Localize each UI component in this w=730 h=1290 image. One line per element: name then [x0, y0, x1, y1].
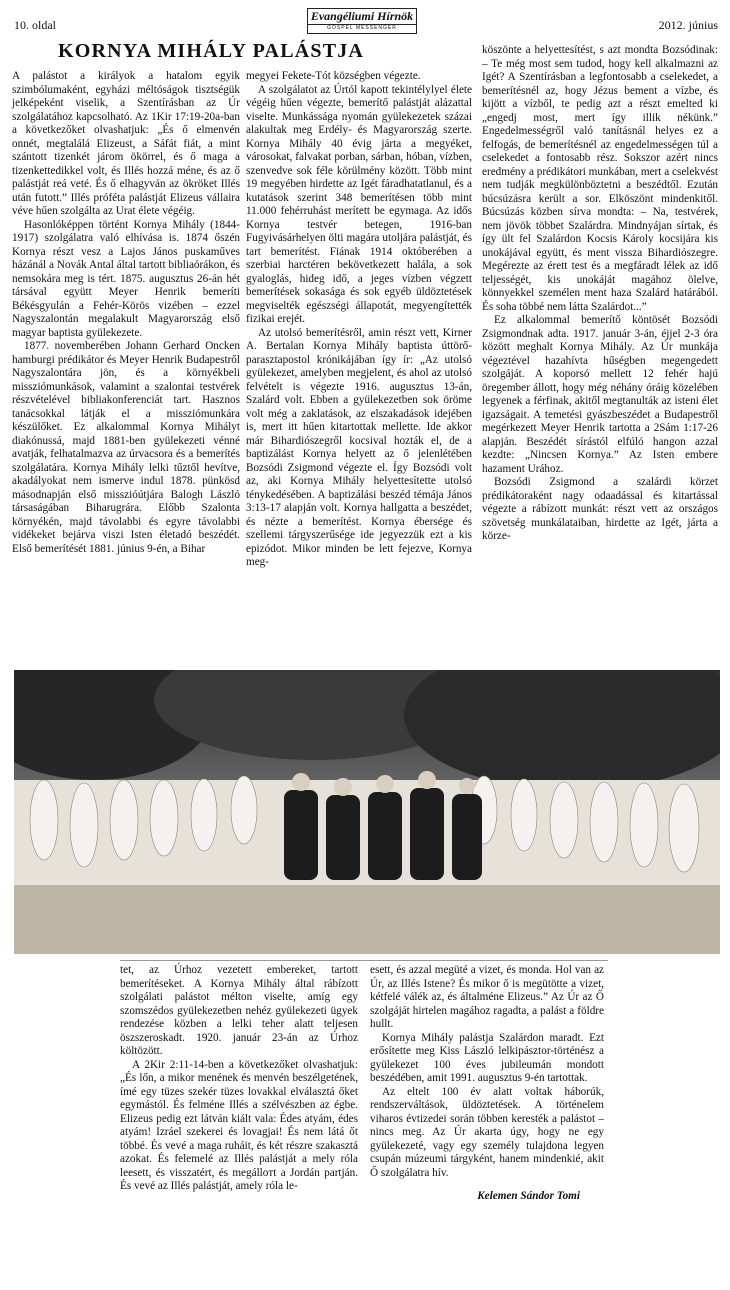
divider — [120, 960, 608, 961]
page-header — [0, 8, 730, 38]
paragraph: A 2Kir 2:11-14-ben a következőket olvashatjuk: „És lőn, a mikor menének és menvén beszélgetének, ímé egy tüzes szekér tüzes lovakkal elválasztá őket egymástól. És felméne Illés a szélvészben az égbe. Elizeus pedig ezt látván kiált vala: Édes atyám, édes atyám! Izráel szekerei és lovagjai! És nem látá őt többé. És vevé a maga ruháit, és két részre szakasztá azokat. És felemelé az Illés palástját a mely róla leesett, és visszatért, és megálloтt a Jordán partján. És vevé az Illés palástját, amely róla le- — [120, 1058, 358, 1192]
paragraph: Bozsódi Zsigmond a szalárdi körzet prédikátoraként nagy odaadással és kitartással végezte a rábízott munkát: részt vett az országos szövetség munkálataiban, hirdette az Igét, járta a körze- — [482, 476, 718, 542]
page-number: 10. oldal — [14, 18, 56, 32]
paragraph: tet, az Úrhoz vezetett embereket, tartott bemerítéseket. A Kornya Mihály által rábízott szolgálati palástot mélton viselte, amíg egy szomszédos gyülekezetben nehéz gyülekezeti ügyek rendezése közben a lelki teher alatt teljesen öszszeroskadt. 1920. január 23-án az Úrhoz költözött. — [120, 964, 358, 1057]
column-1 — [12, 70, 240, 556]
paragraph: A szolgálatot az Úrtól kapott tekintélylyel élete végéig hűen végezte, bemerítő palástját alázattal viselte. Munkássága nyomán gyülekezetek százai alakultak meg Erdély- és Magyarország szerte. Kornya Mihály 40 évig járta a megyéket, városokat, falvakat porban, sárban, hóban, vízben, szenvedve sok féle körülmény között. Több mint 19 megyében hirdette az Igét fáradhatatlanul, és a kutatások szerint 348 bemerítésen több mint 11.000 fehérruhást merített be egymaga. Az idős Kornya testvér betegen, 1916-ban Fugyivásárhelyen ölti magára utoljára palástját, és tart bemerítést. Fiának 1914 októberében a szerbiai harctéren bekövetkezett halála, a sok gyaloglás, hideg idő, a jeges vízben végzett bemerítések sokasága és sok egyéb üldöztetések megviselték egészségi állapotát, megyengítették fizikai erejét. — [246, 83, 472, 325]
paragraph: megyei Fekete-Tót községben végezte. — [246, 70, 421, 82]
historical-group-photo — [14, 670, 720, 954]
column-4 — [120, 964, 358, 1194]
paragraph: Ez alkalommal bemerítő köntösét Bozsódi Zsigmondnak adta. 1917. január 3-án, éjjel 2-3 óra között meghalt Kornya Mihály. Az Úr munkája végeztével hazahívta hűségben megengedett szolgáját. A koporsó mellett 12 fehér hajú öregember állott, hogy még néhány óráig közelében legyenek a férfinak, akitől megtanulták az isteni élet igazságait. A temetési gyászbeszédet a Budapestről megérkezett Meyer Henrik tartotta a 2Sám 1:17-26 alapján. Beszédét sírástól elfúló hangon azzal kezdte: „Nincsen Kornya.” Az Isten embere hazament Urához. — [482, 314, 718, 475]
author-signature: Kelemen Sándor Tomi — [477, 1190, 580, 1202]
paragraph: Kornya Mihály palástja Szalárdon maradt. Ezt erősítette meg Kiss László lelkipásztor-történész a gyülekezet 100 éves jubileumán mondott beszédében, amit 1991. augusztus 9-én tartottak. — [370, 1031, 604, 1084]
logo-title: Evangéliumi Hírnök — [310, 9, 414, 23]
paragraph: A palástot a királyok a hatalom egyik szimbólumaként, egyházi méltóságok tisztségük jelképeként viselik, a Szentírásban az Úr szolgálatához kapcsolható. Az 1Kir 17:19-20a-ban a következőket olvashatjuk: „És ő elmenvén onnét, megtalálá Elizeust, a Sáfát fiát, a mint szántott tizenkét járom ökörrel, és ő maga a tizenkettedikkel volt, és Illés hozzá méne, és az ő palástját reá veté. És ő elhagyván az ökröket Illés után futott.” Illés próféta palástját Elizeus vállaira véve hűen szolgálta az Urat élete végéig. — [12, 70, 240, 217]
column-3 — [482, 44, 718, 544]
paragraph: Az utolsó bemerítésről, amin részt vett, Kirner A. Bertalan Kornya Mihály baptista úttörő-parasztapostol krónikájában így ír: „Az utolsó gyülekezet, amelyben megjelent, és ahol az utolsó felvételt is végezte 1916. augusztus 13-án, Szalárd volt. Ebben a gyülekezetben sok öröme volt még a zaklatások, az elszakadások idejében is, mert itt hűen kitartottak mellette. Ide akkor már Bihardiószegről kocsival hozták el, de a baptizálást Kornya helyett az ő jelenlétében Bozsódi Zsigmond végezte el. Így Bozsódi volt az, aki Kornya Mihály helyettesítette utolsó ténykedésében. A baptizálási beszéd témája János 3:13-17 alapján volt. Kornya hallgatta a beszédet, és nézte a bemerítést. Kornya ébersége és szellemi tárgyszerűsége ide jegyezzük ezt a kis epizódot. Mikor minden be lett fejezve, Kornya meg- — [246, 326, 472, 568]
logo-subtitle: GOSPEL MESSENGER — [308, 24, 416, 32]
paragraph: Hasonlóképpen történt Kornya Mihály (1844-1917) szolgálatra való elhívása is. 1874 őszén Kornya részt vesz a Lajos János puskaműves házánál a Novák Antal által tartott bibliaórákon, és nemsokára meg is tért. 1875. augusztus 26-án hét társával együtt Meyer Henrik bemeríti Békésgyulán a Fehér-Körös vizében – ezzel Nagyszalontán megalakult Magyarország első magyar baptista gyülekezete. — [12, 218, 240, 339]
publication-logo — [307, 8, 417, 34]
photo-illustration — [14, 670, 720, 954]
article-title: KORNYA MIHÁLY PALÁSTJA — [58, 40, 365, 62]
issue-date: 2012. június — [658, 18, 718, 32]
column-2 — [246, 70, 472, 570]
column-5 — [370, 964, 604, 1204]
paragraph: esett, és azzal megüté a vizet, és monda. Hol van az Úr, az Illés Istene? És mikor ő is megütötte a vizet, kétfelé válék az, és általméne Elizeus.” Az Úr az Ő szolgáját hirtelen magához ragadta, a palást a földre hullt. — [370, 964, 604, 1030]
paragraph: Az eltelt 100 év alatt voltak háborúk, rendszerváltások, üldöztetések. A történelem viharos évtizedei során többen keresték a palástot – nincs meg. Az Úr akarta úgy, hogy ne egy gyülekezeté, vagy egy személy tulajdona legyen csupán múzeumi tárgyként, hanem mindenkié, akit Ő szolgálatra hív. — [370, 1085, 604, 1179]
paragraph: 1877. novemberében Johann Gerhard Oncken hamburgi prédikátor és Meyer Henrik Budapestről Nagyszalontára jön, és a környékbeli missziómunkások, valamint a szalontai testvérek részvételével bibliakonferenciát tart. Hasznos tanácsokkal látják el a missziómunkára készülőket. Ez alkalommal Kornya Mihályt diakónussá, majd 1881-ben gyülekezeti vénné avatják, felhatalmazva az úrvacsora és a bemerítés szolgálatára. Kornya Mihály lelki tűztől hevítve, akadályokat nem ismerve indul 1878. pünkösd másodnapján első misszióútjára Balogh László társaságában Biharugrára. Előbb Szalonta környékén, majd távolabbi és egyre távolabbi vidékeket bejárva viszi Isten életadó beszédét. Első bemerítését 1881. június 9-én, a Bihar — [12, 340, 240, 555]
paragraph: köszönte a helyettesítést, s azt mondta Bozsódinak: – Te még most sem tudod, hogy kell alkalmazni az Igét? A Szentírásban a legfontosabb a cselekedet, a bemerítésnél az, hogy Jézus bement a vízbe, és kijött a vízből, te pedig azt a részt emelted ki „engedj most, mert így illik nékünk.” Engedelmességről való tanításnál helyes ez a felfogás, de bemerítésnél az engedelmességen túl a cselekedet a fontosabb rész. Sokszor azért nincs eredmény a prédikátori munkában, mert a cselekvést nem tudják megkülönböztetni a beszédtől. Ezután búcsúzásra került a sor. Elköszönt mindenkitől. Búcsúzás közben sírva mondta: – Na, testvérek, nem jövök többet Szalárdra. Mindnyájan sírtak, és így ült fel Szalárdon Kocsis Károly kocsijára kis unokájával együtt, és ment vissza Bihardiószegre. Megérezte az érett test és a megfáradt lélek az idő teljességét, kis unokáját magához ölelve, könnyekkel személen ment haza Szalárd határából. És soha többé nem látta Szalárdot...” — [482, 44, 718, 313]
